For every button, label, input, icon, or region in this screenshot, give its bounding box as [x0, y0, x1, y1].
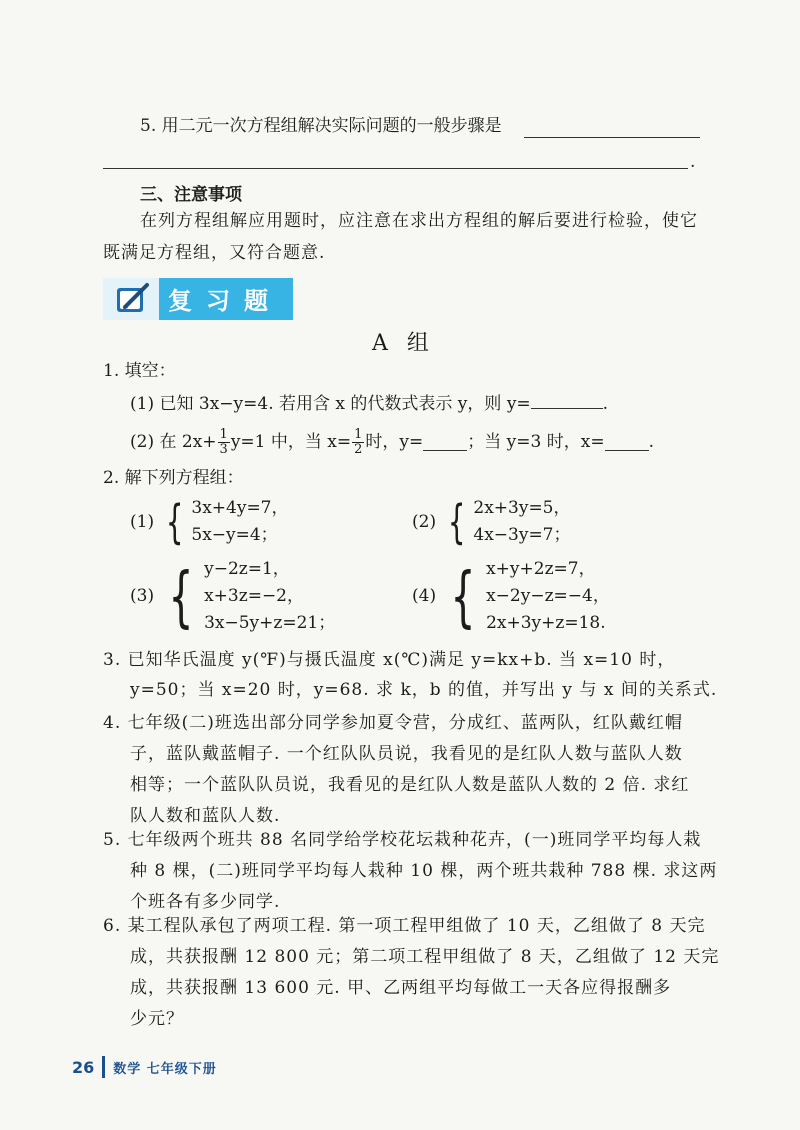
q1-part1 [130, 392, 608, 413]
system-2-lines [473, 495, 570, 549]
system-4-eq-2: x−2y−z=−4， [486, 586, 610, 606]
answer-line-1[interactable] [524, 137, 700, 138]
answer-end-period: . [690, 152, 696, 172]
system-2-tag: (2) [412, 511, 437, 532]
fraction-one-third [218, 428, 230, 457]
q6-line-3: 成，共获报酬 13 600 元. 甲、乙两组平均每做工一天各应得报酬多 [130, 978, 672, 998]
item5-text: 5. 用二元一次方程组解决实际问题的一般步骤是 [140, 116, 502, 136]
banner-icon-box [103, 278, 159, 320]
q1-part2-blank-x[interactable] [605, 434, 649, 451]
left-brace: { [165, 495, 184, 549]
q1-label: 1. 填空： [103, 361, 176, 381]
frac2-num: 1 [354, 426, 363, 442]
system-4-tag: (4) [412, 586, 437, 606]
q4-line-1: 4. 七年级(二)班选出部分同学参加夏令营，分成红、蓝两队，红队戴红帽 [103, 713, 683, 733]
page-footer [72, 1056, 217, 1078]
pencil-notebook-icon [103, 278, 159, 320]
system-4 [412, 556, 610, 637]
q4-line-3: 相等；一个蓝队队员说，我看见的是红队人数是蓝队人数的 2 倍. 求红 [130, 775, 690, 795]
q5-line-2: 种 8 棵，(二)班同学平均每人栽种 10 棵，两个班共栽种 788 棵. 求这两 [130, 861, 718, 881]
notes-line-1: 在列方程组解应用题时，应注意在求出方程组的解后要进行检验，使它 [140, 211, 698, 231]
book-title: 数学 七年级下册 [113, 1061, 217, 1077]
system-1 [130, 495, 289, 549]
q1-part2-end: . [648, 431, 654, 452]
system-2-eq-2: 4x−3y=7； [473, 525, 571, 545]
q6-line-1: 6. 某工程队承包了两项工程. 第一项工程甲组做了 10 天，乙组做了 8 天完 [103, 916, 706, 936]
left-brace: { [447, 495, 466, 549]
q1-part2-text-c: 时，y= [365, 431, 424, 452]
q4-line-4: 队人数和蓝队人数. [130, 806, 281, 826]
system-3-eq-3: 3x−5y+z=21； [204, 613, 336, 633]
notes-heading: 三、注意事项 [140, 185, 242, 205]
q1-part2-text-d: ；当 y=3 时，x= [467, 431, 605, 452]
system-1-eq-1: 3x+4y=7， [191, 498, 289, 518]
group-a-title: A 组 [372, 331, 435, 356]
q1-part1-text: (1) 已知 3x−y=4. 若用含 x 的代数式表示 y，则 y= [130, 394, 531, 414]
system-1-tag: (1) [130, 511, 155, 532]
q1-part2-text-b: y=1 中，当 x= [230, 431, 352, 452]
q1-part1-end: . [602, 394, 609, 414]
left-brace: { [450, 557, 476, 635]
system-1-lines [191, 495, 288, 549]
q5-line-3: 个班各有多少同学. [130, 892, 281, 912]
system-4-lines [486, 556, 610, 637]
fraction-one-half [352, 428, 364, 457]
q6-line-4: 少元？ [130, 1009, 184, 1029]
system-2-eq-1: 2x+3y=5， [473, 498, 571, 518]
answer-line-2[interactable] [103, 168, 688, 169]
q4-line-2: 子，蓝队戴蓝帽子. 一个红队队员说，我看见的是红队人数与蓝队人数 [130, 744, 683, 764]
system-3-lines [204, 556, 335, 637]
q2-label: 2. 解下列方程组： [103, 468, 244, 488]
system-2 [412, 495, 571, 549]
system-3-eq-2: x+3z=−2， [204, 586, 305, 606]
system-1-eq-2: 5x−y=4； [191, 525, 278, 545]
frac2-den: 2 [354, 441, 363, 457]
q1-part2-blank-y[interactable] [423, 434, 467, 451]
system-4-eq-1: x+y+2z=7， [486, 559, 596, 579]
q3-line-2: y=50；当 x=20 时，y=68. 求 k，b 的值，并写出 y 与 x 间的关系式. [130, 680, 718, 700]
left-brace: { [168, 557, 194, 635]
system-4-eq-3: 2x+3y+z=18. [486, 613, 606, 633]
q1-part2-text-a: (2) 在 2x+ [130, 431, 217, 452]
frac1-num: 1 [219, 426, 228, 442]
system-3-tag: (3) [130, 586, 155, 606]
q5-line-1: 5. 七年级两个班共 88 名同学给学校花坛栽种花卉，(一)班同学平均每人栽 [103, 830, 702, 850]
frac1-den: 3 [219, 441, 228, 457]
system-3 [130, 556, 335, 637]
q6-line-2: 成，共获报酬 12 800 元；第二项工程甲组做了 8 天，乙组做了 12 天完 [130, 947, 720, 967]
q1-part2 [130, 424, 654, 460]
footer-divider [102, 1056, 105, 1078]
system-3-eq-1: y−2z=1， [204, 559, 290, 579]
top-item-5 [140, 118, 502, 135]
notes-line-2: 既满足方程组，又符合题意. [103, 243, 326, 263]
q3-line-1: 3. 已知华氏温度 y(℉)与摄氏温度 x(℃)满足 y=kx+b. 当 x=10 时， [103, 650, 676, 670]
q1-part1-blank[interactable] [531, 392, 603, 409]
page-number: 26 [72, 1057, 95, 1077]
review-banner-title: 复习题 [168, 287, 282, 315]
